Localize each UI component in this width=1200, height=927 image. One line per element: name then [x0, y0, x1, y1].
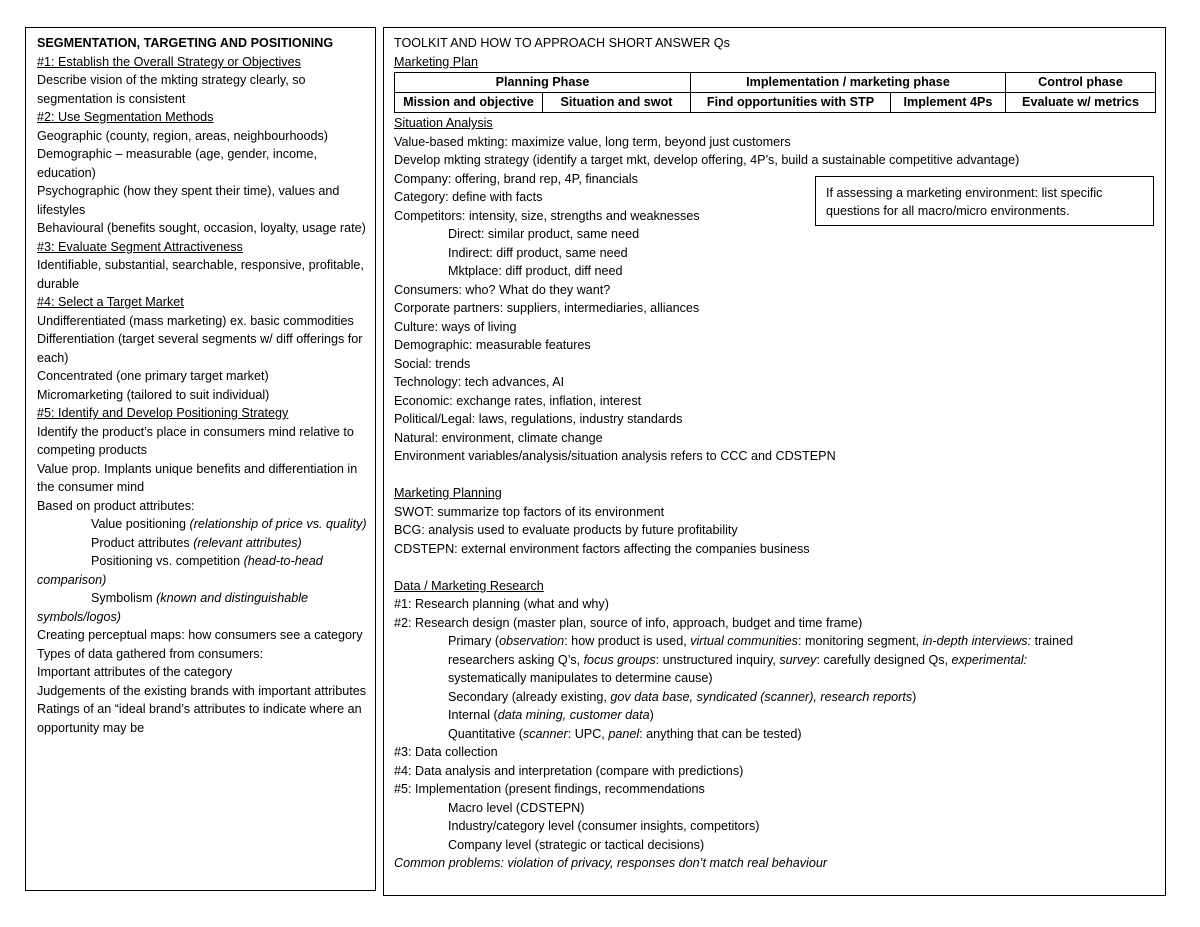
environment-line: Environment variables/analysis/situation analysis refers to CCC and CDSTEPN [394, 449, 836, 463]
step3-text: Identifiable, substantial, searchable, responsive, profitable, durable [37, 258, 364, 291]
competitor-type: Direct: similar product, same need [448, 227, 640, 241]
based-on-text: Based on product attributes: [37, 498, 195, 513]
step-cell: Situation and swot [543, 93, 691, 113]
perceptual-maps-text: Creating perceptual maps: how consumers see a category [37, 628, 363, 642]
product-attributes [37, 534, 367, 553]
environment-line: Culture: ways of living [394, 319, 517, 334]
primary-text: virtual communities [690, 634, 798, 648]
phase-cell: Implementation / marketing phase [691, 73, 1006, 93]
step-cell: Evaluate w/ metrics [1006, 93, 1156, 113]
positioning-vs-competition-label: Positioning vs. competition [91, 554, 241, 568]
undifferentiated-text: Undifferentiated (mass marketing) ex. basic commodities [37, 313, 354, 328]
situation-heading: Situation Analysis [394, 116, 493, 130]
step3-heading: #3: Evaluate Segment Attractiveness [37, 239, 243, 254]
internal-research [394, 706, 1155, 725]
situation-line: Competitors: intensity, size, strengths and weaknesses [394, 208, 700, 223]
common-problems: Common problems: violation of privacy, responses don’t match real behaviour [394, 856, 828, 870]
competitor-type: Indirect: diff product, same need [448, 245, 628, 260]
marketing-plan-table [394, 72, 1156, 113]
primary-text: survey [779, 652, 817, 667]
psychographic-text: Psychographic (how they spent their time), values and lifestyles [37, 184, 340, 217]
step-cell: Find opportunities with STP [691, 93, 891, 113]
planning-line: CDSTEPN: external environment factors affecting the companies business [394, 541, 810, 556]
quant-text: Quantitative ( [448, 726, 523, 741]
step-row [395, 93, 1156, 113]
competitor-type: Mktplace: diff product, diff need [448, 264, 623, 278]
symbolism-label: Symbolism [91, 591, 153, 605]
secondary-text: gov data base, syndicated (scanner), research reports [610, 689, 913, 704]
marketing-planning-heading: Marketing Planning [394, 486, 502, 500]
quant-text: scanner [522, 726, 568, 741]
quant-text: : UPC, [567, 726, 609, 741]
left-title: SEGMENTATION, TARGETING AND POSITIONING [37, 36, 334, 50]
value-positioning-note: (relationship of price vs. quality) [189, 517, 367, 531]
identify-text: Identify the product’s place in consumers mind relative to competing products [37, 424, 354, 457]
phase-row [395, 73, 1156, 93]
environment-line: Political/Legal: laws, regulations, industry standards [394, 412, 683, 426]
product-attributes-label: Product attributes [91, 535, 190, 550]
phase-cell: Control phase [1006, 73, 1156, 93]
environment-line: Natural: environment, climate change [394, 430, 603, 445]
symbolism-note: (known and distinguishable symbols/logos) [37, 591, 309, 624]
step4-heading: #4: Select a Target Market [37, 295, 184, 309]
left-panel [25, 27, 376, 891]
primary-research [394, 632, 1155, 651]
level-line: Macro level (CDSTEPN) [448, 800, 585, 815]
situation-line: Value-based mkting: maximize value, long term, beyond just customers [394, 134, 791, 149]
value-positioning [37, 515, 367, 534]
level-line: Company level (strategic or tactical decisions) [448, 837, 705, 852]
secondary-text: Secondary (already existing, [448, 689, 611, 704]
primary-text: : carefully designed Qs, [816, 652, 952, 667]
primary-research-end: systematically manipulates to determine cause) [448, 671, 713, 685]
primary-text: researchers asking Q’s, [448, 652, 584, 667]
environment-line: Consumers: who? What do they want? [394, 282, 611, 297]
positioning-vs-competition-note: (head-to-head comparison) [37, 554, 323, 587]
planning-line: SWOT: summarize top factors of its environment [394, 504, 665, 519]
primary-text: observation [499, 634, 565, 648]
spacer [394, 466, 1155, 485]
primary-text: : unstructured inquiry, [655, 652, 780, 667]
research-step-1: #1: Research planning (what and why) [394, 597, 609, 611]
step1-heading: #1: Establish the Overall Strategy or Objectives [37, 54, 301, 69]
step-cell: Mission and objective [395, 93, 543, 113]
primary-text: in-depth interviews: [922, 634, 1032, 648]
step2-heading: #2: Use Segmentation Methods [37, 110, 214, 124]
research-heading: Data / Marketing Research [394, 578, 544, 593]
primary-text: trained [1031, 634, 1074, 648]
value-positioning-label: Value positioning [91, 517, 186, 531]
primary-text: experimental: [951, 652, 1028, 667]
marketing-plan-heading: Marketing Plan [394, 54, 478, 69]
research-step-2: #2: Research design (master plan, source of info, approach, budget and time frame) [394, 615, 863, 630]
primary-text: Primary ( [448, 634, 500, 648]
primary-text: : how product is used, [564, 634, 691, 648]
behavioural-text: Behavioural (benefits sought, occasion, loyalty, usage rate) [37, 221, 366, 235]
right-panel [383, 27, 1166, 896]
internal-text: Internal ( [448, 708, 498, 722]
research-step-4: #4: Data analysis and interpretation (compare with predictions) [394, 763, 744, 778]
situation-line: Category: define with facts [394, 190, 543, 204]
situation-line: Company: offering, brand rep, 4P, financials [394, 171, 638, 186]
step-cell: Implement 4Ps [891, 93, 1006, 113]
step1-text: Describe vision of the mkting strategy clearly, so segmentation is consistent [37, 73, 306, 106]
step5-heading: #5: Identify and Develop Positioning Strategy [37, 406, 289, 420]
quant-text: panel [608, 726, 640, 741]
phase-cell: Planning Phase [395, 73, 691, 93]
situation-line: Develop mkting strategy (identify a target mkt, develop offering, 4P’s, build a sustainable competitive advantage) [394, 153, 1020, 167]
environment-line: Technology: tech advances, AI [394, 375, 565, 389]
primary-research-cont [394, 651, 1155, 670]
primary-text: focus groups [583, 652, 656, 667]
quant-text: : anything that can be tested) [639, 726, 802, 741]
environment-line: Corporate partners: suppliers, intermediaries, alliances [394, 301, 700, 315]
research-step-3: #3: Data collection [394, 745, 498, 759]
important-attributes-text: Important attributes of the category [37, 665, 233, 679]
environment-callout: If assessing a marketing environment: list specific questions for all macro/micro environments. [815, 176, 1154, 226]
level-line: Industry/category level (consumer insights, competitors) [448, 819, 760, 833]
micromarketing-text: Micromarketing (tailored to suit individual) [37, 387, 270, 402]
environment-line: Social: trends [394, 356, 471, 371]
quantitative-research [394, 725, 1155, 744]
internal-text: ) [649, 708, 654, 722]
product-attributes-note: (relevant attributes) [193, 535, 302, 550]
concentrated-text: Concentrated (one primary target market) [37, 369, 269, 383]
data-types-text: Types of data gathered from consumers: [37, 646, 264, 661]
positioning-vs-competition [37, 552, 367, 589]
research-step-5: #5: Implementation (present findings, recommendations [394, 782, 705, 796]
internal-text: data mining, customer data [497, 708, 650, 722]
secondary-text: ) [912, 689, 917, 704]
right-title: TOOLKIT AND HOW TO APPROACH SHORT ANSWER Qs [394, 36, 730, 50]
spacer [394, 558, 1155, 577]
environment-line: Demographic: measurable features [394, 338, 591, 352]
ratings-text: Ratings of an “ideal brand’s attributes to indicate where an opportunity may be [37, 702, 362, 735]
secondary-research [394, 688, 1155, 707]
geographic-text: Geographic (county, region, areas, neighbourhoods) [37, 128, 329, 143]
primary-text: : monitoring segment, [797, 634, 923, 648]
judgements-text: Judgements of the existing brands with important attributes [37, 683, 367, 698]
planning-line: BCG: analysis used to evaluate products by future profitability [394, 523, 738, 537]
demographic-text: Demographic – measurable (age, gender, income, education) [37, 147, 318, 180]
value-prop-text: Value prop. Implants unique benefits and differentiation in the consumer mind [37, 461, 358, 494]
symbolism [37, 589, 367, 626]
environment-line: Economic: exchange rates, inflation, interest [394, 393, 642, 408]
differentiation-text: Differentiation (target several segments w/ diff offerings for each) [37, 332, 363, 365]
